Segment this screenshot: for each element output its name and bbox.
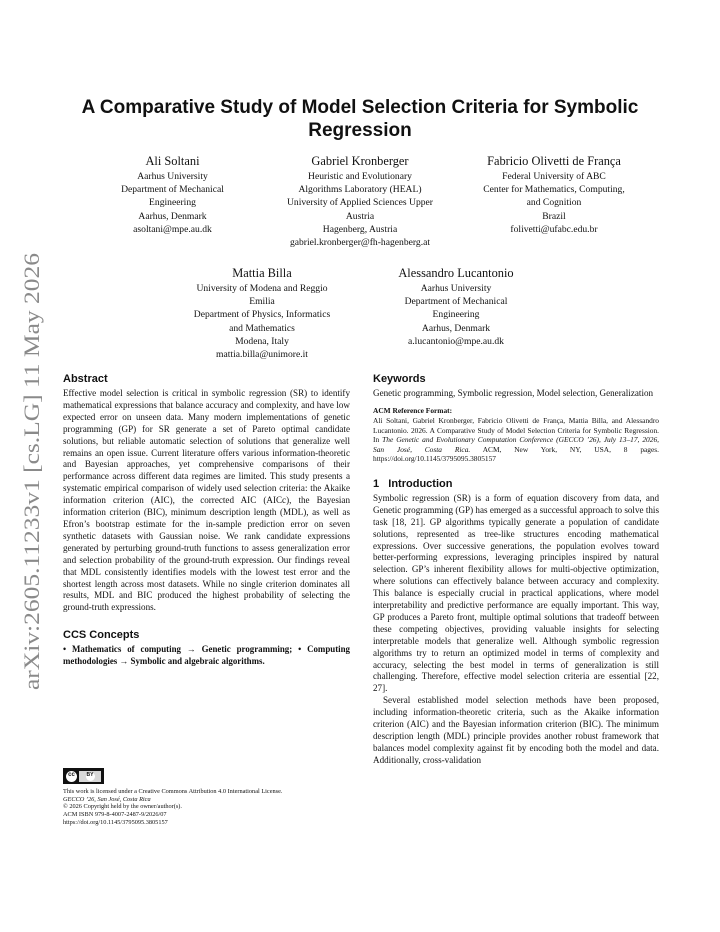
author-name: Mattia Billa <box>232 266 292 280</box>
author-location: Aarhus, Denmark <box>421 322 491 334</box>
author-affiliation: Emilia <box>249 296 275 308</box>
author-affiliation: University of Applied Sciences Upper <box>286 197 433 209</box>
ccs-text: • Mathematics of computing → Genetic programming; • Computing methodologies → Symbolic and algebraic algorithms. <box>63 644 350 667</box>
author-affiliation: Engineering <box>432 309 480 321</box>
isbn-line: ACM ISBN 979-8-4007-2487-9/2026/07 <box>63 811 167 819</box>
license-line: This work is licensed under a Creative Commons Attribution 4.0 International License. <box>63 788 283 795</box>
author-affiliation: Center for Mathematics, Computing, <box>483 184 625 196</box>
author-location: Aarhus, Denmark <box>138 210 207 222</box>
author-name: Fabricio Olivetti de França <box>487 154 621 168</box>
ccs-heading: CCS Concepts <box>63 629 140 642</box>
author-affiliation: Austria <box>345 210 375 222</box>
author-block-5 <box>370 266 542 348</box>
author-affiliation: Department of Mechanical <box>121 184 224 196</box>
author-block-4 <box>172 266 352 361</box>
author-affiliation: Heuristic and Evolutionary <box>308 171 412 182</box>
author-email: a.lucantonio@mpe.au.dk <box>408 335 504 347</box>
author-name: Ali Soltani <box>145 154 200 168</box>
acm-reference-label: ACM Reference Format: <box>373 405 453 415</box>
author-email: folivetti@ufabc.edu.br <box>510 223 598 235</box>
abstract-text: Effective model selection is critical in symbolic regression (SR) to identify mathematical expressions that balance accuracy and complexity, and have low expected error on unseen data. Many modern implementations of genetic programming (GP) for SR generate a set of Pareto optimal candidate solutions, but reliable automatic selection of solutions that generalize well remains an open issue. Current literature offers various information-theoretic and Bayesian approaches, yet comprehensive comparisons of their performance across different data regimes are limited. This study presents a systematic empirical comparison of widely used selection criteria: the Akaike information criterion (AIC), the corrected AIC (AICc), the Bayesian information criterion (BIC), minimum description length (MDL), as well as Efron’s bootstrap estimate for the in-sample prediction error on seven synthetic datasets with Gaussian noise. We rank candidate expressions generated by perturbing ground-truth functions to assess generalization error and selection probability of the ground-truth expression. Our findings reveal that MDL consistently identifies models with the lowest test error and the shortest length across most datasets. While no single criterion dominates all results, MDL and BIC produced the highest probability of selecting the ground-truth expressions. <box>63 388 350 613</box>
author-affiliation: Engineering <box>149 197 196 209</box>
doi-line: https://doi.org/10.1145/3795095.3805157 <box>63 818 168 826</box>
acm-reference-venue: The Genetic and Evolutionary Computation Conference (GECCO ’26), July 13–17, 2026, San José, Costa Rica. <box>373 435 659 454</box>
arxiv-stamp <box>8 250 48 690</box>
left-column <box>63 372 350 668</box>
author-email: gabriel.kronberger@fh-hagenberg.at <box>289 237 431 249</box>
author-email: asoltani@mpe.au.dk <box>133 223 212 235</box>
creative-commons-badge[interactable] <box>63 768 104 784</box>
arxiv-stamp-text: arXiv:2605.11233v1 [cs.LG] 11 May 2026 <box>19 304 44 690</box>
author-block-3 <box>464 154 644 236</box>
cc-icon: cc <box>66 771 77 782</box>
author-affiliation: and Mathematics <box>229 322 295 334</box>
author-block-2 <box>258 154 462 249</box>
introduction-heading: 1 Introduction <box>373 477 453 490</box>
author-affiliation: University of Modena and Reggio <box>196 283 328 294</box>
conference-line: GECCO ’26, San José, Costa Rica <box>63 795 151 803</box>
acm-reference-authors: Ali Soltani, Gabriel Kronberger, Fabricio Olivetti de França, Mattia Billa, and Alessandro Lucantonio. 2026. A Comparative Study of Model Selection Criteria for Symbolic Regression. In <box>373 415 659 445</box>
author-location: Brazil <box>542 210 566 222</box>
keywords-text: Genetic programming, Symbolic regression, Model selection, Generalization <box>373 388 654 398</box>
author-name: Gabriel Kronberger <box>311 154 409 168</box>
author-affiliation: Federal University of ABC <box>502 171 606 182</box>
copyright-line: © 2026 Copyright held by the owner/author(s). <box>63 803 182 811</box>
intro-paragraph-2: Several established model selection methods have been proposed, including information-theoretic criteria, such as the Akaike information criterion (AIC) and the Bayesian information criterion (BIC). The minimum description length (MDL) principle provides another robust framework that balances model complexity against fit by encoding both the model and data. Additionally, cross-validation <box>373 695 659 765</box>
acm-reference-text <box>373 416 659 464</box>
author-block-1 <box>90 154 255 236</box>
author-affiliation: and Cognition <box>526 197 582 209</box>
author-affiliation: Department of Physics, Informatics <box>193 309 331 321</box>
acm-reference-tail: ACM, New York, NY, USA, 8 pages. https://doi.org/10.1145/3795095.3805157 <box>373 444 659 464</box>
author-affiliation: Department of Mechanical <box>404 296 508 308</box>
intro-paragraph-1: Symbolic regression (SR) is a form of equation discovery from data, and Genetic programming (GP) has emerged as a successful approach to solve this task [18, 21]. GP algorithms typically generate a population of candidate solutions, represented as tree-like structures encoding mathematical expressions. Over successive generations, the population evolves toward better-performing expressions, leveraging principles inspired by natural selection. GP’s inherent flexibility allows for multi-objective optimization, where solutions can effectively balance between accuracy and complexity. This balance is especially crucial in practical applications, where model interpretability and predictive performance are equally important. This way, GP produces a Pareto front, multiple optimal solutions that tradeoff between these competing objectives, providing valuable insights for selecting interpretable models that generalize well. Although symbolic regression algorithms try to return an optimized model in terms of complexity and accuracy, selecting the best model in terms of generalization is still challenging. Therefore, effective model selection criteria are essential [22, 27]. <box>373 492 659 694</box>
author-name: Alessandro Lucantonio <box>398 266 514 280</box>
author-location: Modena, Italy <box>235 335 289 347</box>
abstract-heading: Abstract <box>63 373 108 385</box>
author-email: mattia.billa@unimore.it <box>216 349 308 361</box>
by-icon <box>79 771 101 782</box>
author-affiliation: Aarhus University <box>420 283 492 294</box>
license-block <box>63 768 350 827</box>
right-column <box>373 372 659 767</box>
paper-title: A Comparative Study of Model Selection Criteria for Symbolic Regression <box>81 97 639 141</box>
by-label: BY <box>86 772 95 781</box>
author-affiliation: Aarhus University <box>137 171 208 182</box>
keywords-heading: Keywords <box>373 373 426 385</box>
author-affiliation: Algorithms Laboratory (HEAL) <box>298 184 422 196</box>
author-location: Hagenberg, Austria <box>322 223 398 235</box>
